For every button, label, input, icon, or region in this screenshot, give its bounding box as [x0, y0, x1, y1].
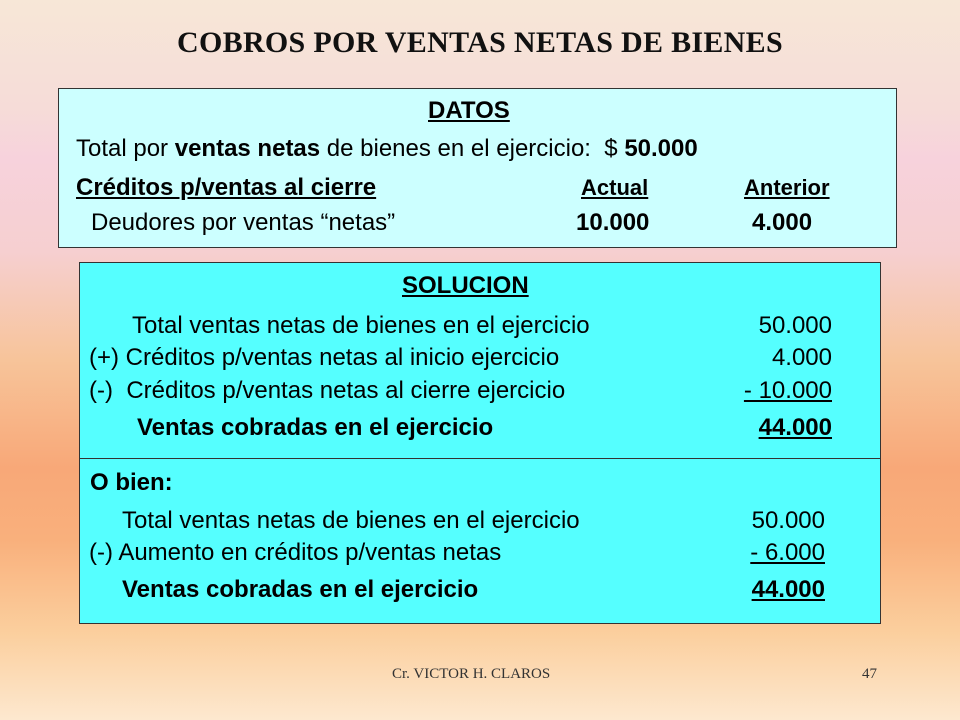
obien-heading: O bien: — [90, 469, 173, 496]
total-ventas-line — [76, 137, 698, 161]
deudores-label: Deudores por ventas “netas” — [91, 209, 396, 236]
obien-row-label: (-) Aumento en créditos p/ventas netas — [89, 539, 502, 566]
obien-box — [79, 458, 881, 624]
sol-row-value: - 10.000 — [743, 377, 832, 404]
total-value: 50.000 — [624, 135, 698, 162]
footer-author: Cr. VICTOR H. CLAROS — [392, 666, 551, 682]
sol-total-value: 44.000 — [758, 414, 832, 441]
sol-row-value: 4.000 — [771, 344, 832, 371]
deudores-anterior: 4.000 — [752, 209, 813, 236]
slide-title: COBROS POR VENTAS NETAS DE BIENES — [177, 26, 783, 59]
creditos-label: Créditos p/ventas al cierre — [76, 174, 377, 201]
sol-row-label: (+) Créditos p/ventas netas al inicio ejercicio — [89, 344, 560, 371]
datos-heading: DATOS — [428, 97, 510, 124]
datos-box — [58, 88, 897, 248]
col-anterior: Anterior — [744, 175, 830, 200]
col-actual: Actual — [581, 175, 649, 200]
footer-page-number: 47 — [862, 666, 877, 682]
sol-row-value: 50.000 — [758, 312, 832, 339]
solucion-box — [79, 262, 881, 460]
deudores-actual: 10.000 — [576, 209, 650, 236]
solucion-heading: SOLUCION — [402, 272, 529, 299]
obien-row-value: - 6.000 — [750, 539, 825, 566]
total-prefix: Total por — [76, 135, 175, 162]
total-suffix: de bienes en el ejercicio: $ — [320, 135, 625, 162]
obien-total-label: Ventas cobradas en el ejercicio — [122, 576, 479, 603]
sol-row-label: Total ventas netas de bienes en el ejercicio — [132, 312, 590, 339]
sol-row-label: (-) Créditos p/ventas netas al cierre ejercicio — [89, 377, 566, 404]
obien-total-value: 44.000 — [751, 576, 825, 603]
sol-total-label: Ventas cobradas en el ejercicio — [137, 414, 494, 441]
obien-row-value: 50.000 — [751, 507, 825, 534]
obien-row-label: Total ventas netas de bienes en el ejercicio — [122, 507, 580, 534]
total-bold: ventas netas — [174, 135, 321, 162]
